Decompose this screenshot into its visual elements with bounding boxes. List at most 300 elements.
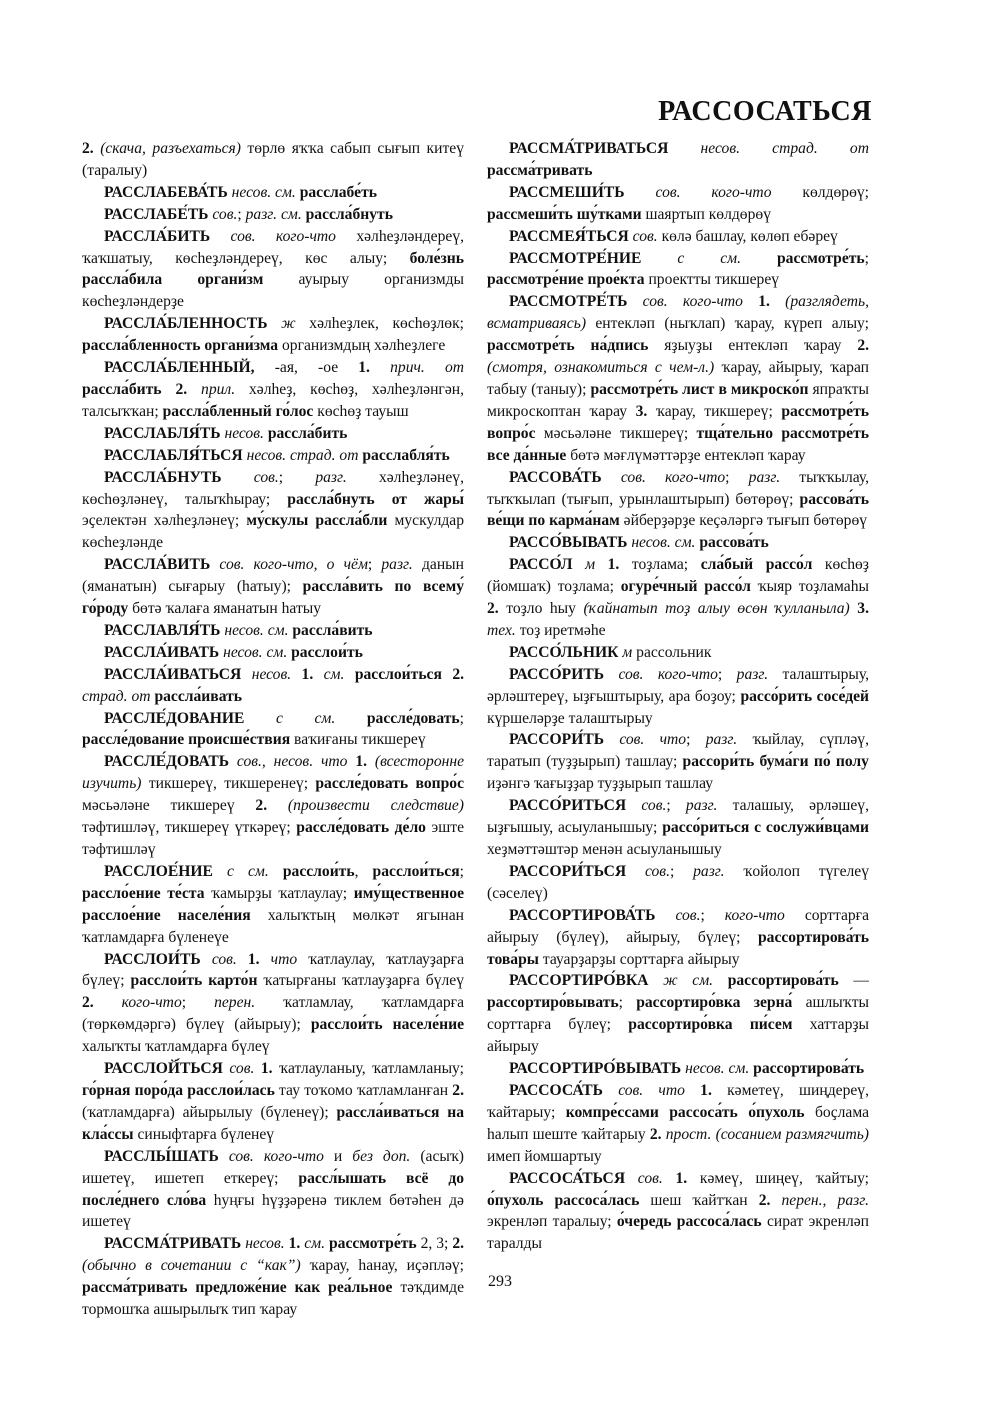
translation-text <box>741 250 777 267</box>
grammar-label: несов. см. <box>224 621 289 639</box>
grammar-label: сов. кого-что <box>230 227 336 245</box>
translation-text: и <box>323 1147 353 1165</box>
grammar-label: несов. страд. от <box>700 140 869 157</box>
headword: РАССЛА́ВИТЬ <box>104 556 211 574</box>
translation-text: проектты тикшереү <box>644 271 780 289</box>
translation-text: эште тәфтишләү <box>82 819 464 858</box>
translation-text: (асыҡ) ишетеү, ишетеп еткереү; <box>82 1147 464 1187</box>
translation-text <box>344 666 354 683</box>
translation-text: көлдөрөү; <box>771 183 870 201</box>
example-phrase: 2. <box>758 1191 771 1209</box>
translation-text: сорттарға айырыу (бүлеү), айырыу, бүлеү; <box>487 906 869 946</box>
translation-text: көлә башлау, көлөп ебәреү <box>657 227 838 245</box>
grammar-label: (всесторонне изучить) <box>82 753 465 793</box>
grammar-label: прич. от <box>390 359 465 377</box>
example-phrase: рассла́ивать <box>154 687 242 705</box>
example-phrase: рассортиро́вка зерна́ <box>636 994 793 1012</box>
translation-text <box>268 315 282 332</box>
translation-text: ; <box>725 468 749 486</box>
grammar-label: с см. <box>227 862 269 880</box>
dictionary-entry <box>82 664 464 708</box>
translation-text: мәсьәләне тикшереү; <box>535 424 697 442</box>
translation-text: рассольник <box>632 643 712 661</box>
grammar-label: м <box>622 643 633 661</box>
grammar-label: прил. <box>201 380 236 398</box>
example-phrase: 2. <box>82 140 101 157</box>
dictionary-entry <box>82 751 464 861</box>
translation-text <box>222 469 254 486</box>
translation-text <box>237 951 248 968</box>
example-phrase: рассла́бленный го́лос <box>162 402 314 420</box>
grammar-label: разг. <box>315 468 347 486</box>
grammar-label: кого-что <box>121 994 182 1012</box>
example-phrase: рассло́ение те́ста <box>82 884 205 902</box>
translation-text: боҫлама һалып шеште ҡайтарыу <box>487 1103 870 1143</box>
grammar-label: несов. см. <box>223 643 288 661</box>
example-phrase: расслои́ться <box>372 862 460 880</box>
grammar-label: разг. <box>705 731 738 749</box>
headword: РАССЛАБЛЯ́ТЬСЯ <box>104 446 243 464</box>
translation-text: тоҙлама; <box>619 556 701 574</box>
translation-text: организмдың хәлһеҙлеге <box>278 337 446 355</box>
grammar-label: разг. см. <box>245 205 302 223</box>
translation-text: хәлһеҙлек, көсһөҙлөк; <box>295 315 464 333</box>
headword: РАССЛА́БЛЕННЫЙ, <box>104 359 255 377</box>
translation-text: ҡарау, айырыу, ҡарап табыу (таныу); <box>487 359 870 398</box>
grammar-label: с см. <box>677 249 742 267</box>
headword: РАССОРИ́ТЬСЯ <box>509 862 627 880</box>
translation-text <box>291 666 301 683</box>
translation-text: тау тоҡомо ҡатламланған <box>274 1081 453 1099</box>
example-phrase: сла́бый рассо́л <box>700 556 813 574</box>
headword: РАССЛАВЛЯ́ТЬ <box>104 621 221 639</box>
grammar-label: разг. <box>381 556 413 574</box>
grammar-label: сов. <box>675 906 701 924</box>
grammar-label: перен. <box>214 994 256 1012</box>
example-phrase: рассла́вить <box>292 621 373 639</box>
translation-text: имеп йомшартыу <box>487 1147 602 1165</box>
dictionary-entry <box>487 795 869 861</box>
example-phrase: рассортирова́ть <box>727 972 839 990</box>
grammar-label: (разглядеть, всматриваясь) <box>487 293 869 333</box>
grammar-label: страд. от <box>82 687 151 705</box>
translation-text <box>370 359 390 376</box>
dictionary-entry <box>82 949 464 1059</box>
translation-text: төрлө яҡҡа сабып сығып китеү (таралыу) <box>82 140 464 179</box>
grammar-label: (обычно в сочетании с “как”) <box>82 1257 301 1275</box>
example-phrase: о́чередь рассоса́лась <box>616 1213 762 1231</box>
headword: РАССОСА́ТЬ <box>509 1081 603 1099</box>
dictionary-entry <box>487 138 869 182</box>
translation-text <box>656 907 676 924</box>
translation-text <box>367 753 375 770</box>
translation-text: ҡарау, һанау, иҫәпләү; <box>300 1257 464 1275</box>
translation-text: , <box>354 862 373 880</box>
example-phrase: 1. <box>607 556 620 574</box>
dictionary-entry <box>487 532 869 554</box>
dictionary-entry <box>487 905 869 971</box>
translation-text: ; <box>181 994 215 1012</box>
translation-text <box>770 1192 781 1209</box>
example-phrase: рассла́вить по всему́ го́роду <box>82 578 465 618</box>
grammar-label: ж см. <box>663 972 714 990</box>
translation-text: халыҡты ҡатламдарға бүлеү <box>82 1038 270 1056</box>
headword: РАССОРТИРО́ВЫВАТЬ <box>509 1060 682 1078</box>
headword: РАССЛЕ́ДОВАТЬ <box>104 753 230 771</box>
translation-text <box>241 666 251 683</box>
headword: РАССОРТИРОВА́ТЬ <box>509 906 656 924</box>
grammar-label: (смотря, ознакомиться с чем-л.) <box>487 359 715 377</box>
translation-text: һуңғы һүҙҙәренә тиклем бөтәһен дә ишетеү <box>82 1191 464 1231</box>
headword: РАССЛА́БЛЕННОСТЬ <box>104 315 268 333</box>
translation-text <box>668 140 700 157</box>
headword: РАССЛАБЕ́ТЬ <box>104 205 209 223</box>
example-phrase: рассле́дование происше́ствия <box>82 731 291 749</box>
translation-text: ; <box>278 468 316 486</box>
dictionary-entry <box>82 423 464 445</box>
translation-text: 2, 3; <box>416 1235 453 1253</box>
dictionary-entry <box>487 248 869 292</box>
translation-text: ҡатырғаны ҡатлауҙарға бүлеү <box>257 972 464 990</box>
translation-text: хәлһеҙләндереү, ҡаҡшатыу, көсһеҙләндереү, көс алыу; <box>82 227 465 267</box>
translation-text: ентекләп (ныҡлап) ҡарау, күреп алыу; <box>586 315 869 333</box>
headword: РАССО́Л <box>509 556 573 574</box>
headword: РАССМА́ТРИВАТЬ <box>104 1235 242 1253</box>
headword: РАССО́РИТЬ <box>509 665 605 683</box>
grammar-label: сов. кого-что <box>620 468 726 486</box>
example-phrase: рассо́риться с сослужи́вцами <box>662 819 869 837</box>
grammar-label: сов. <box>637 1169 663 1187</box>
dictionary-entry <box>82 554 464 620</box>
example-phrase: рассл́ышать всё до после́днего сло́ва <box>82 1169 465 1209</box>
example-phrase: 2. <box>452 1081 464 1099</box>
grammar-label: сов., несов. что <box>236 753 348 771</box>
example-phrase: 3. <box>635 402 648 420</box>
example-phrase: расслои́ться <box>354 665 442 683</box>
example-phrase: иму́щественное расслое́ние населе́ния <box>82 884 464 924</box>
translation-text: тыҡҡылау, тыҡҡылап (тығып, урынлаштырып) бөтөрөү; <box>487 468 869 508</box>
running-head: РАССОСАТЬСЯ <box>658 96 872 127</box>
translation-text <box>663 1170 676 1187</box>
grammar-label: сов. <box>253 468 279 486</box>
grammar-label: сов. кого-что <box>642 293 743 311</box>
translation-text: мәсьәләне тикшереү <box>82 797 256 815</box>
dictionary-entry <box>487 291 869 466</box>
example-phrase: рассма́тривать <box>487 161 593 179</box>
headword: РАССО́РИТЬСЯ <box>509 797 627 815</box>
dictionary-entry <box>82 861 464 949</box>
grammar-label: сов. кого-что <box>655 183 772 201</box>
dictionary-entry <box>487 970 869 1058</box>
example-phrase: о́пухоль рассоса́лась <box>487 1191 640 1209</box>
dictionary-entry <box>487 226 869 248</box>
example-phrase: рассла́бнуть от жары́ <box>287 490 464 508</box>
dictionary-entry <box>82 313 464 357</box>
grammar-label: см. <box>304 1235 326 1253</box>
translation-text: бөтә ҡалаға яманатын һатыу <box>128 600 322 618</box>
example-phrase: расслабля́ть <box>362 446 450 464</box>
translation-text: ҡамырҙы ҡатлаулау; <box>204 884 354 902</box>
headword: РАССЛАБЕВА́ТЬ <box>104 183 228 201</box>
grammar-label: несов. <box>224 424 264 442</box>
grammar-label: без доп. <box>352 1147 411 1165</box>
example-phrase: рассле́довать вопро́с <box>315 775 464 793</box>
headword: РАССОВА́ТЬ <box>509 468 602 486</box>
grammar-label: (скача, разъехаться) <box>100 140 241 157</box>
grammar-label: перен., разг. <box>781 1191 869 1209</box>
translation-text: тикшереү, тикшеренеү; <box>141 775 316 793</box>
example-phrase: рассори́ть бума́ги по́ полу <box>682 753 869 771</box>
example-phrase: расслои́ть <box>282 862 355 880</box>
translation-text <box>627 293 642 310</box>
translation-text: -ая, -ое <box>254 359 359 377</box>
grammar-label: несов. см. <box>685 1060 750 1078</box>
translation-text: тоҙ иретмәһе <box>515 621 606 639</box>
translation-text: тәҡдимде тормошҡа ашырылыҡ тип ҡарау <box>82 1279 464 1319</box>
example-phrase: 2. <box>82 994 94 1012</box>
translation-text <box>335 710 367 727</box>
translation-text: (ҡатламдарға) айырылыу (бүленеү); <box>82 1103 337 1121</box>
example-phrase: расслои́ть <box>291 643 363 661</box>
grammar-label: несов. см. <box>231 183 296 201</box>
translation-text: япраҡты микроскоптан ҡарау <box>487 380 869 420</box>
headword: РАССЛЕ́ДОВАНИЕ <box>104 709 245 727</box>
grammar-label: разг. <box>693 862 725 880</box>
translation-text: ҡатлауланыу, ҡатламланыу; <box>272 1060 464 1078</box>
translation-text <box>685 1082 700 1099</box>
dictionary-entry <box>82 642 464 664</box>
dictionary-entry <box>487 182 869 226</box>
grammar-label: тех. <box>487 621 516 639</box>
example-phrase: рассмотре́ть <box>328 1235 417 1253</box>
example-phrase: рассле́довать <box>366 709 460 727</box>
translation-text: хәлһеҙ, көсһөҙ, хәлһеҙләнгән, талсыҡҡан; <box>82 380 464 420</box>
grammar-label: сов. кого-что <box>228 1147 324 1165</box>
translation-text <box>260 951 271 968</box>
translation-text: — <box>838 972 869 990</box>
translation-text: хаттарҙы айырыу <box>487 1016 870 1056</box>
dictionary-entry <box>82 1058 464 1146</box>
translation-text <box>602 469 621 486</box>
translation-text: эҫелектән хәлһеҙләнеү; <box>82 512 247 530</box>
headword: РАССЛА́ИВАТЬСЯ <box>104 665 242 683</box>
translation-text: әйберҙәрҙе кеҫәләргә тығып бөтөрөү <box>619 512 868 530</box>
grammar-label: сов. <box>211 950 237 968</box>
translation-text: ҡойолоп түгелеү (сәселеү) <box>487 862 869 902</box>
dictionary-entry <box>82 467 464 555</box>
translation-text <box>219 1148 229 1165</box>
translation-text <box>229 753 237 770</box>
example-phrase: 2. <box>487 600 499 618</box>
example-phrase: рассла́иваться на кла́ссы <box>82 1103 464 1143</box>
grammar-label: сов. кого-что, о чём <box>219 556 368 574</box>
grammar-label: (сосанием размягчить) <box>715 1125 869 1143</box>
translation-text <box>743 293 758 310</box>
grammar-label: несов. страд. от <box>246 446 359 464</box>
translation-text: көсһөҙ (йомшаҡ) тоҙлама; <box>487 556 869 596</box>
translation-text <box>604 731 619 748</box>
translation-text: күршеләрҙе талаштырыу <box>487 709 653 727</box>
translation-text <box>641 250 677 267</box>
grammar-label: что <box>270 950 298 968</box>
example-phrase: боле́знь рассла́била органи́зм <box>82 249 464 289</box>
dictionary-entry <box>487 729 869 795</box>
dictionary-entry <box>82 357 464 423</box>
grammar-label: разг. <box>736 665 769 683</box>
example-phrase: рассортирова́ть това́ры <box>487 928 869 968</box>
example-phrase: рассма́тривать предложе́ние как реа́льное <box>82 1279 393 1297</box>
translation-text: тауарҙарҙы сорттарға айырыу <box>538 950 740 968</box>
translation-text: экренләп таралыу; <box>487 1213 617 1231</box>
headword: РАССОРИ́ТЬ <box>509 731 605 749</box>
translation-text <box>313 666 323 683</box>
example-phrase: расслабе́ть <box>299 183 377 201</box>
headword: РАССЛА́БНУТЬ <box>104 468 222 486</box>
translation-text <box>625 1170 638 1187</box>
example-phrase: 2. <box>452 665 465 683</box>
example-phrase: рассова́ть <box>699 534 769 552</box>
example-phrase: 2. <box>857 337 870 355</box>
grammar-label: сов. что <box>618 1081 685 1099</box>
example-phrase: рассортиро́вывать <box>487 994 619 1012</box>
translation-text: ; <box>864 249 869 267</box>
translation-text <box>210 228 230 245</box>
translation-text <box>94 994 122 1011</box>
grammar-label: сов. <box>229 1060 255 1078</box>
translation-text: данын (яманатын) сығарыу (һатыу); <box>82 556 464 596</box>
example-phrase: 1. <box>358 359 370 377</box>
translation-text: синыфтарға бүленеү <box>133 1125 275 1143</box>
example-phrase: рассмотре́ть вопро́с <box>487 402 869 442</box>
dictionary-entry <box>82 708 464 752</box>
headword: РАССЛА́БИТЬ <box>104 227 211 245</box>
headword: РАССЛАБЛЯ́ТЬ <box>104 424 221 442</box>
translation-text: ҡарау, тикшереү; <box>647 402 782 420</box>
example-phrase: рассова́ть ве́щи по карма́нам <box>487 490 869 530</box>
example-phrase: рассла́бить <box>267 424 348 442</box>
example-phrase: рассла́бнуть <box>305 205 393 223</box>
translation-text <box>201 951 212 968</box>
translation-text <box>162 381 176 398</box>
headword: РАССМОТРЕ́ТЬ <box>509 293 628 311</box>
translation-text: бөтә мәғлүмәттәрҙе ентекләп ҡарау <box>566 446 806 464</box>
translation-text: ҡыйлау, сүпләү, таратып (туҙҙырып) ташлау; <box>487 731 869 771</box>
page-number: 293 <box>488 1273 512 1290</box>
example-phrase: 1. <box>301 665 314 683</box>
example-phrase: расслои́ть населе́ние <box>310 1016 464 1034</box>
headword: РАССМЕШИ́ТЬ <box>509 183 625 201</box>
translation-text: ; <box>669 862 694 880</box>
headword: РАССО́ЛЬНИК <box>509 643 619 661</box>
example-phrase: рассмотре́ть <box>776 249 865 267</box>
translation-text: ; <box>666 797 686 815</box>
example-phrase: го́рная поро́да расслои́лась <box>82 1081 275 1099</box>
example-phrase: 1. <box>700 1081 712 1099</box>
translation-text: ; <box>459 709 464 727</box>
right-column <box>487 138 869 1255</box>
translation-text: яҙыуҙы ентекләп ҡарау <box>648 337 858 355</box>
translation-text: талашыу, әрләшеү, ыҙғышыу, асыуланышыу; <box>487 797 869 837</box>
translation-text: ашлыҡты сорттарға бүлеү; <box>487 994 870 1034</box>
headword: РАССМЕЯ́ТЬСЯ <box>509 227 629 245</box>
grammar-label: сов. <box>632 227 658 245</box>
grammar-label: сов. <box>641 797 667 815</box>
dictionary-entry <box>487 861 869 905</box>
headword: РАССОРТИРО́ВКА <box>509 972 649 990</box>
grammar-label: с см. <box>275 709 336 727</box>
example-phrase: рассла́бить <box>82 380 162 398</box>
dictionary-entry <box>487 642 869 664</box>
grammar-label: кого-что <box>724 906 785 924</box>
translation-text <box>213 863 227 880</box>
grammar-label: несов. <box>245 1235 285 1253</box>
translation-text: тоҙло һыу <box>498 600 584 618</box>
dictionary-entry <box>487 1080 869 1168</box>
translation-text: ; <box>618 994 637 1012</box>
translation-text: хеҙмәттәштәр менән асыуланышыу <box>487 841 722 858</box>
example-phrase: рассмотре́ть лист в микроско́п <box>590 380 809 398</box>
translation-text: сират экренләп таралды <box>487 1213 869 1253</box>
translation-text: ; <box>367 556 382 574</box>
translation-text: талаштырыу, әрләштереү, ыҙғыштырыу, ара боҙоу; <box>487 665 870 705</box>
translation-text: иҙәнгә ҡағыҙҙар туҙҙырып ташлау <box>487 775 714 793</box>
headword: РАССЛЫ́ШАТЬ <box>104 1147 219 1165</box>
translation-text: халыҡтың мөлкәт ягынан ҡатламдарға бүленеүе <box>82 906 464 946</box>
dictionary-entry <box>82 1146 464 1234</box>
headword: РАССМА́ТРИВАТЬСЯ <box>509 140 669 157</box>
example-phrase: му́скулы рассла́бли <box>246 512 388 530</box>
translation-text: ҡатламлау, ҡатламдарға (төркөмдәргә) бүлеү (айырыу); <box>82 994 464 1034</box>
dictionary-entry <box>82 226 464 314</box>
grammar-label: м <box>585 556 596 574</box>
grammar-label: сов. <box>212 205 238 223</box>
translation-text: ; <box>700 906 725 924</box>
translation-text <box>626 797 641 814</box>
example-phrase: 1. <box>758 293 770 311</box>
grammar-label: несов. <box>251 665 292 683</box>
translation-text <box>187 381 201 398</box>
example-phrase: 2. <box>452 1235 465 1253</box>
translation-text: мускулдар көсһеҙләнде <box>82 512 465 552</box>
translation-text: тәфтишләү, тикшереү үткәреү; <box>82 819 297 837</box>
example-phrase: рассле́довать де́ло <box>296 819 426 837</box>
translation-text: шеш ҡайтҡан <box>639 1191 759 1209</box>
headword: РАССЛА́ИВАТЬ <box>104 643 220 661</box>
example-phrase: огуре́чный рассо́л <box>620 578 751 596</box>
translation-text <box>267 797 288 814</box>
grammar-label: сов. кого-что <box>618 665 718 683</box>
grammar-label: разг. <box>685 797 718 815</box>
headword: РАССЛОЙ́ТЬСЯ <box>104 1060 223 1078</box>
translation-text <box>648 972 663 989</box>
headword: РАССЛОИ́ТЬ <box>104 950 201 968</box>
example-phrase: 1. <box>247 950 260 968</box>
example-phrase: рассортиро́вка пи́сем <box>628 1016 793 1034</box>
example-phrase: рассмотре́ть на́дпись <box>487 337 649 355</box>
grammar-label: несов. см. <box>631 534 696 552</box>
translation-text <box>626 863 645 880</box>
grammar-label: (ҡайнатып тоҙ алыу өсөн ҡулланыла) <box>583 600 850 618</box>
translation-text <box>625 184 656 201</box>
translation-text: ваҡиғаны тикшереү <box>290 731 426 749</box>
translation-text: ; <box>717 665 737 683</box>
example-phrase: 2. <box>175 380 188 398</box>
translation-text: шаяртып көлдөрөү <box>641 205 771 223</box>
dictionary-entry <box>487 1058 869 1080</box>
headword: РАССЛОЕ́НИЕ <box>104 862 213 880</box>
example-phrase: тща́тельно рассмотре́ть все да́нные <box>487 424 869 464</box>
grammar-label: (произвести следствие) <box>287 797 464 815</box>
